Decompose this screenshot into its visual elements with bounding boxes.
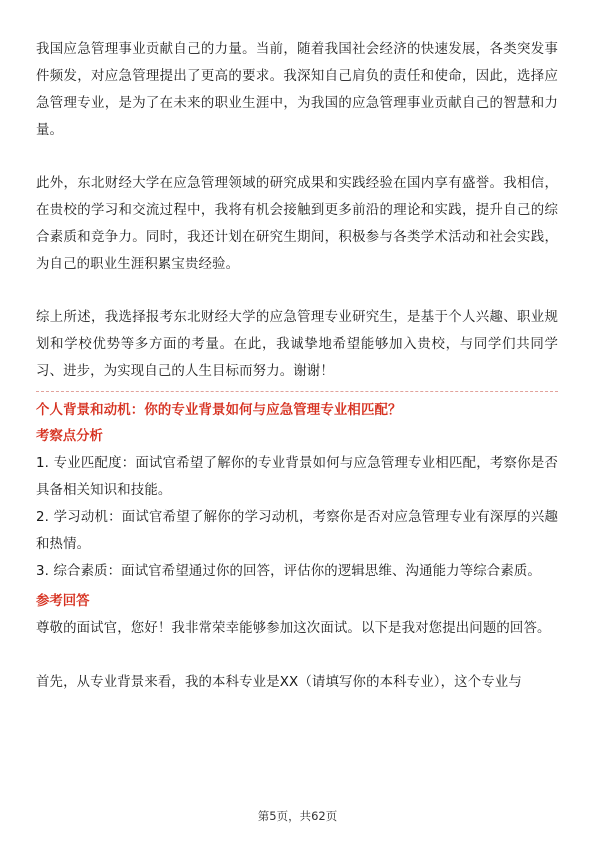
body-paragraph: 我国应急管理事业贡献自己的力量。当前，随着我国社会经济的快速发展，各类突发事件频发，对应急管理提出了更高的要求。我深知自己肩负的责任和使命，因此，选择应急管理专业，是为了在未来的职业生涯中，为我国的应急管理事业贡献自己的智慧和力量。 — [36, 42, 558, 138]
body-paragraph: 综上所述，我选择报考东北财经大学的应急管理专业研究生，是基于个人兴趣、职业规划和学校优势等多方面的考量。在此，我诚挚地希望能够加入贵校，与同学们共同学习、进步，为实现自己的人生目标而努力。谢谢！ — [36, 310, 558, 379]
analysis-item: 1. 专业匹配度：面试官希望了解你的专业背景如何与应急管理专业相匹配，考察你是否具备相关知识和技能。 — [36, 456, 558, 498]
reference-paragraph: 首先，从专业背景来看，我的本科专业是XX（请填写你的本科专业），这个专业与 — [36, 675, 522, 690]
analysis-item: 3. 综合素质：面试官希望通过你的回答，评估你的逻辑思维、沟通能力等综合素质。 — [36, 564, 541, 579]
paragraph-spacer — [36, 642, 558, 669]
analysis-item: 2. 学习动机：面试官希望了解你的学习动机，考察你是否对应急管理专业有深厚的兴趣和热情。 — [36, 510, 558, 552]
page-number: 第5页，共62页 — [257, 809, 338, 823]
page-content — [36, 36, 558, 696]
paragraph-spacer — [36, 278, 558, 304]
question-title: 个人背景和动机：你的专业背景如何与应急管理专业相匹配？ — [36, 403, 402, 418]
analysis-heading: 考察点分析 — [36, 429, 103, 444]
reference-paragraph: 尊敬的面试官，您好！我非常荣幸能够参加这次面试。以下是我对您提出问题的回答。 — [36, 621, 551, 636]
reference-heading: 参考回答 — [36, 594, 90, 609]
paragraph-spacer — [36, 144, 558, 170]
body-paragraph: 此外，东北财经大学在应急管理领域的研究成果和实践经验在国内享有盛誉。我相信，在贵校的学习和交流过程中，我将有机会接触到更多前沿的理论和实践，提升自己的综合素质和竞争力。同时，我还计划在研究生期间，积极参与各类学术活动和社会实践，为自己的职业生涯积累宝贵经验。 — [36, 176, 558, 272]
section-divider — [36, 391, 558, 392]
